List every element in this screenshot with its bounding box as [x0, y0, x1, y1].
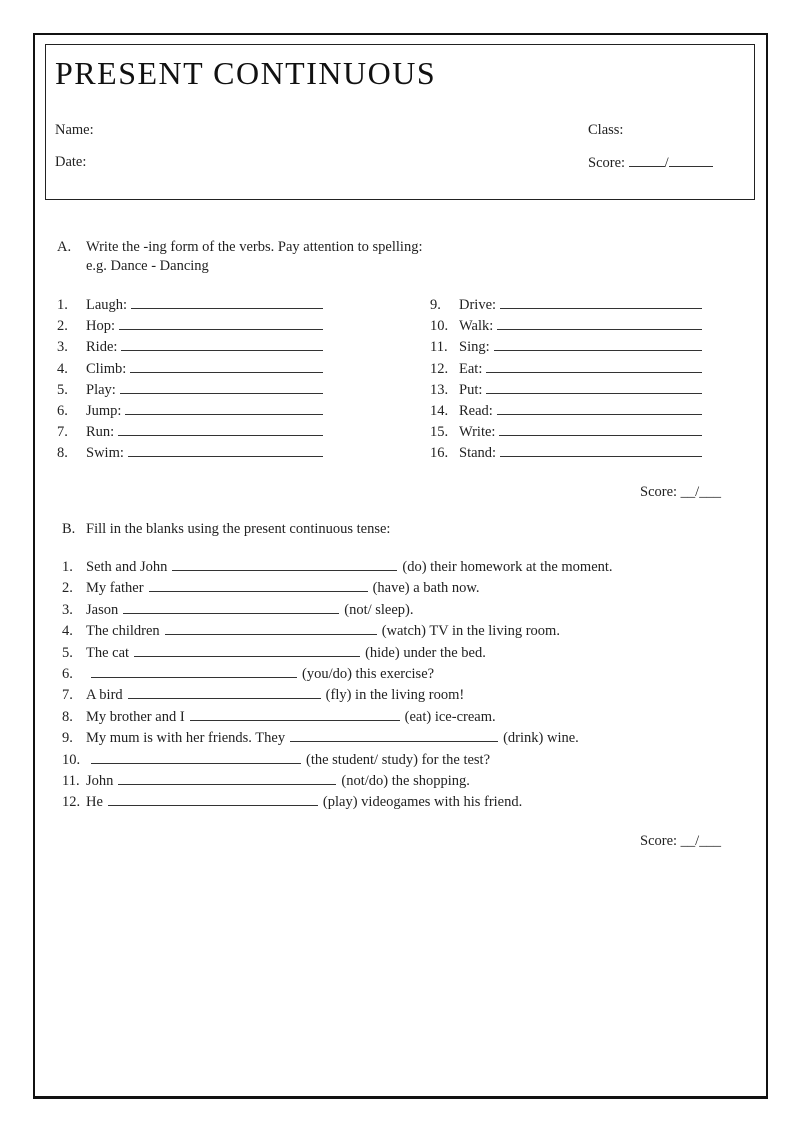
- name-label: Name:: [55, 122, 94, 138]
- item-number: 8.: [57, 445, 68, 462]
- answer-blank[interactable]: [486, 381, 702, 394]
- item-number: 14.: [430, 403, 449, 419]
- item-number: 9.: [430, 297, 441, 313]
- verb-label: Stand:: [459, 445, 497, 462]
- answer-blank[interactable]: [91, 751, 301, 764]
- sentence-start: The cat: [86, 644, 130, 661]
- item-number: 3.: [57, 339, 68, 356]
- sentence-start: He: [86, 794, 103, 811]
- sentence-item: [62, 751, 490, 769]
- verb-label: Run:: [86, 424, 115, 441]
- section-a-letter: A.: [57, 239, 72, 255]
- sentence-end: (do) their homework at the moment.: [402, 559, 613, 575]
- score-blank[interactable]: [629, 154, 665, 167]
- item-number: 2.: [57, 318, 68, 335]
- verb-label: Swim:: [86, 445, 124, 462]
- section-b-score: Score: __/___: [640, 833, 721, 849]
- verb-item: [57, 402, 323, 420]
- section-a-instruction: [57, 239, 422, 256]
- sentence-start: Jason: [86, 601, 119, 618]
- sentence-start: A bird: [86, 687, 123, 704]
- item-number: 4.: [62, 623, 73, 640]
- verb-item: [57, 317, 323, 335]
- answer-blank[interactable]: [190, 708, 400, 721]
- class-label: Class:: [588, 122, 624, 138]
- verb-item: [57, 381, 323, 399]
- answer-blank[interactable]: [131, 296, 323, 309]
- sentence-item: [62, 793, 522, 811]
- answer-blank[interactable]: [118, 423, 323, 436]
- verb-label: Walk:: [459, 318, 494, 335]
- answer-blank[interactable]: [120, 381, 323, 394]
- item-number: 6.: [57, 403, 68, 419]
- verb-item: [57, 423, 323, 441]
- sentence-item: [62, 622, 560, 640]
- verb-item: [430, 338, 702, 356]
- sentence-start: My brother and I: [86, 708, 185, 725]
- answer-blank[interactable]: [128, 686, 321, 699]
- item-number: 11.: [430, 339, 448, 356]
- answer-blank[interactable]: [486, 360, 702, 373]
- answer-blank[interactable]: [290, 729, 498, 742]
- section-b-instruction: [62, 521, 390, 538]
- answer-blank[interactable]: [118, 772, 336, 785]
- date-label: Date:: [55, 154, 87, 170]
- verb-item: [430, 423, 702, 441]
- answer-blank[interactable]: [172, 558, 397, 571]
- sentence-start: My mum is with her friends. They: [86, 730, 286, 747]
- sentence-item: [62, 644, 486, 662]
- sentence-end: (have) a bath now.: [372, 580, 480, 597]
- verb-label: Put:: [459, 381, 483, 398]
- item-number: 1.: [57, 297, 68, 313]
- verb-label: Sing:: [459, 339, 490, 356]
- verb-item: [430, 296, 702, 314]
- verb-label: Write:: [459, 424, 496, 441]
- verb-item: [430, 444, 702, 462]
- answer-blank[interactable]: [91, 665, 297, 678]
- sentence-end: (drink) wine.: [503, 730, 579, 747]
- sentence-item: [62, 665, 434, 683]
- answer-blank[interactable]: [123, 601, 339, 614]
- item-number: 6.: [62, 666, 73, 682]
- verb-label: Play:: [86, 381, 116, 398]
- verb-label: Jump:: [86, 403, 122, 419]
- sentence-end: (watch) TV in the living room.: [381, 623, 560, 640]
- sentence-end: (not/do) the shopping.: [341, 773, 470, 789]
- answer-blank[interactable]: [128, 444, 323, 457]
- sentence-end: (you/do) this exercise?: [302, 666, 435, 682]
- sentence-start: My father: [86, 580, 144, 597]
- page-title: PRESENT CONTINUOUS: [55, 55, 437, 91]
- answer-blank[interactable]: [497, 317, 702, 330]
- verb-label: Laugh:: [86, 297, 128, 313]
- sentence-start: The children: [86, 623, 160, 640]
- sentence-item: [62, 579, 480, 597]
- sentence-item: [62, 558, 613, 576]
- sentence-end: (the student/ study) for the test?: [306, 751, 491, 768]
- answer-blank[interactable]: [125, 402, 323, 415]
- item-number: 5.: [57, 381, 68, 398]
- section-b-text: Fill in the blanks using the present continuous tense:: [86, 521, 391, 537]
- item-number: 11.: [62, 773, 80, 789]
- sentence-start: Seth and John: [86, 559, 168, 575]
- verb-item: [57, 444, 323, 462]
- item-number: 12.: [430, 360, 449, 377]
- item-number: 15.: [430, 424, 449, 441]
- section-a-text: Write the -ing form of the verbs. Pay attention to spelling:: [86, 239, 423, 255]
- verb-label: Read:: [459, 403, 493, 419]
- answer-blank[interactable]: [500, 296, 702, 309]
- sentence-item: [62, 686, 464, 704]
- sentence-item: [62, 708, 496, 726]
- verb-label: Climb:: [86, 360, 127, 377]
- item-number: 2.: [62, 580, 73, 597]
- answer-blank[interactable]: [500, 444, 702, 457]
- sentence-end: (fly) in the living room!: [325, 687, 465, 704]
- verb-item: [57, 296, 323, 314]
- verb-item: [57, 360, 323, 378]
- sentence-end: (not/ sleep).: [344, 601, 414, 618]
- verb-label: Ride:: [86, 339, 118, 356]
- score-field: Score: /: [588, 154, 713, 172]
- section-b-letter: B.: [62, 521, 76, 537]
- worksheet-header: [45, 44, 755, 200]
- sentence-end: (eat) ice-cream.: [404, 708, 496, 725]
- total-blank[interactable]: [669, 154, 713, 167]
- answer-blank[interactable]: [108, 793, 318, 806]
- item-number: 5.: [62, 644, 73, 661]
- sentence-item: [62, 729, 579, 747]
- item-number: 10.: [62, 751, 81, 768]
- item-number: 3.: [62, 601, 73, 618]
- answer-blank[interactable]: [119, 317, 323, 330]
- item-number: 13.: [430, 381, 449, 398]
- verb-label: Hop:: [86, 318, 115, 335]
- answer-blank[interactable]: [499, 423, 702, 436]
- answer-blank[interactable]: [121, 338, 323, 351]
- sentence-end: (play) videogames with his friend.: [322, 794, 523, 811]
- item-number: 7.: [62, 687, 73, 704]
- item-number: 1.: [62, 559, 73, 575]
- item-number: 9.: [62, 730, 73, 747]
- item-number: 16.: [430, 445, 449, 462]
- verb-item: [430, 360, 702, 378]
- sentence-item: [62, 601, 414, 619]
- answer-blank[interactable]: [149, 579, 368, 592]
- verb-item: [57, 338, 323, 356]
- verb-label: Eat:: [459, 360, 483, 377]
- answer-blank[interactable]: [494, 338, 702, 351]
- item-number: 10.: [430, 318, 449, 335]
- verb-item: [430, 402, 702, 420]
- section-a-example: e.g. Dance - Dancing: [86, 258, 209, 274]
- sentence-start: John: [86, 773, 114, 789]
- verb-item: [430, 381, 702, 399]
- answer-blank[interactable]: [497, 402, 702, 415]
- item-number: 8.: [62, 708, 73, 725]
- section-a-score: Score: __/___: [640, 484, 721, 500]
- item-number: 7.: [57, 424, 68, 441]
- answer-blank[interactable]: [134, 644, 360, 657]
- sentence-end: (hide) under the bed.: [365, 644, 486, 661]
- sentence-item: [62, 772, 470, 790]
- verb-item: [430, 317, 702, 335]
- score-label: Score:: [588, 155, 626, 171]
- verb-label: Drive:: [459, 297, 497, 313]
- item-number: 12.: [62, 794, 81, 811]
- answer-blank[interactable]: [130, 360, 323, 373]
- answer-blank[interactable]: [165, 622, 377, 635]
- item-number: 4.: [57, 360, 68, 377]
